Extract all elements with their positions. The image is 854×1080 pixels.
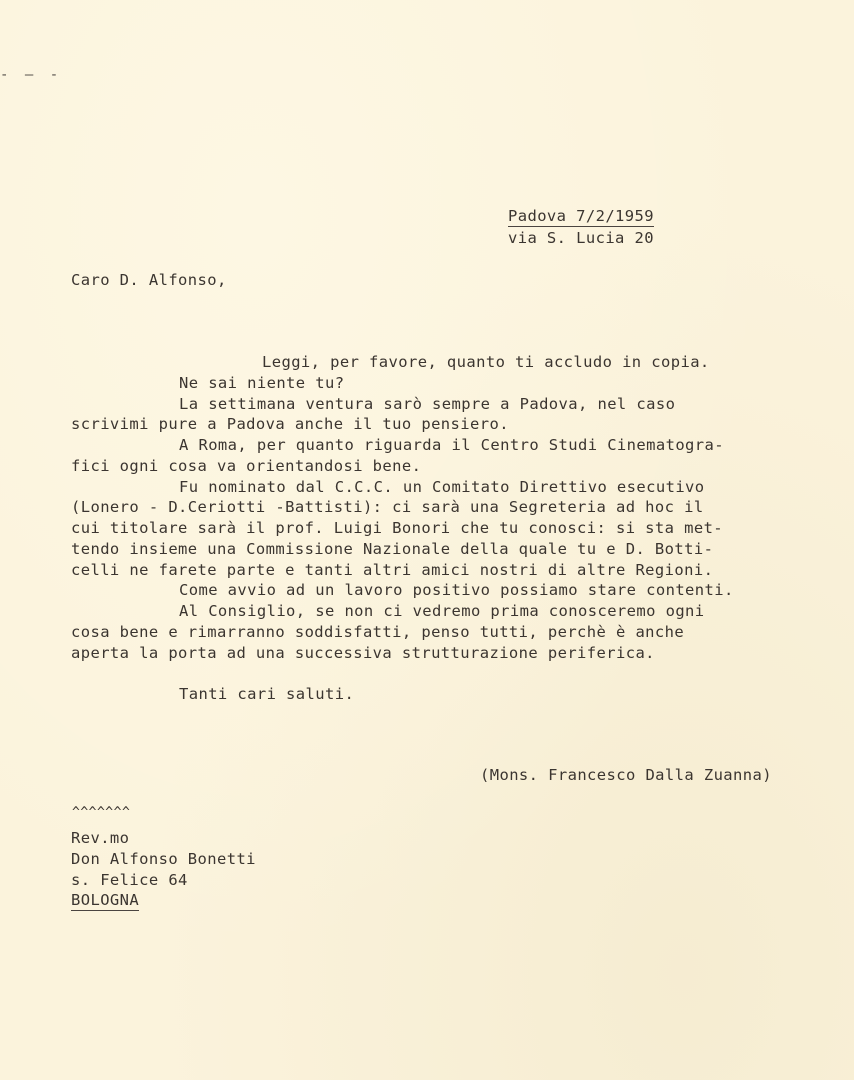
body-line: Ne sai niente tu? (179, 374, 345, 392)
body-line: A Roma, per quanto riguarda il Centro Studi Cinematogra- (179, 436, 724, 454)
body-line: Come avvio ad un lavoro positivo possiamo stare contenti. (179, 581, 734, 599)
body-line: cosa bene e rimarranno soddisfatti, penso tutti, perchè è anche (71, 623, 685, 641)
place-date: Padova 7/2/1959 (508, 207, 654, 225)
body-line: Leggi, per favore, quanto ti accludo in copia. (262, 353, 710, 371)
body-line: tendo insieme una Commissione Nazionale della quale tu e D. Botti- (71, 540, 714, 558)
body-line: scrivimi pure a Padova anche il tuo pensiero. (71, 415, 509, 433)
salutation: Caro D. Alfonso, (71, 271, 227, 289)
body-line: Fu nominato dal C.C.C. un Comitato Direttivo esecutivo (179, 478, 705, 496)
closing: Tanti cari saluti. (179, 685, 355, 703)
body-line: cui titolare sarà il prof. Luigi Bonori che tu conosci: si sta met- (71, 519, 724, 537)
addressee-city: BOLOGNA (71, 891, 140, 909)
body-line: Al Consiglio, se non ci vedremo prima conosceremo ogni (179, 602, 705, 620)
edge-mark: - – - (0, 67, 63, 83)
body-line: fici ogni cosa va orientandosi bene. (71, 457, 422, 475)
addressee-street: s. Felice 64 (71, 871, 188, 889)
body-line: celli ne farete parte e tanti altri amici nostri di altre Regioni. (71, 561, 714, 579)
body-line: aperta la porta ad una successiva strutturazione periferica. (71, 644, 655, 662)
addressee-name: Don Alfonso Bonetti (71, 850, 256, 868)
sender-address: via S. Lucia 20 (508, 229, 654, 247)
body-line: La settimana ventura sarò sempre a Padova, nel caso (179, 395, 676, 413)
body-line: (Lonero - D.Ceriotti -Battisti): ci sarà una Segreteria ad hoc il (71, 498, 704, 516)
addressee-title: Rev.mo (71, 829, 130, 847)
signature: (Mons. Francesco Dalla Zuanna) (480, 766, 772, 784)
separator-marks: ^^^^^^^ (72, 805, 131, 820)
